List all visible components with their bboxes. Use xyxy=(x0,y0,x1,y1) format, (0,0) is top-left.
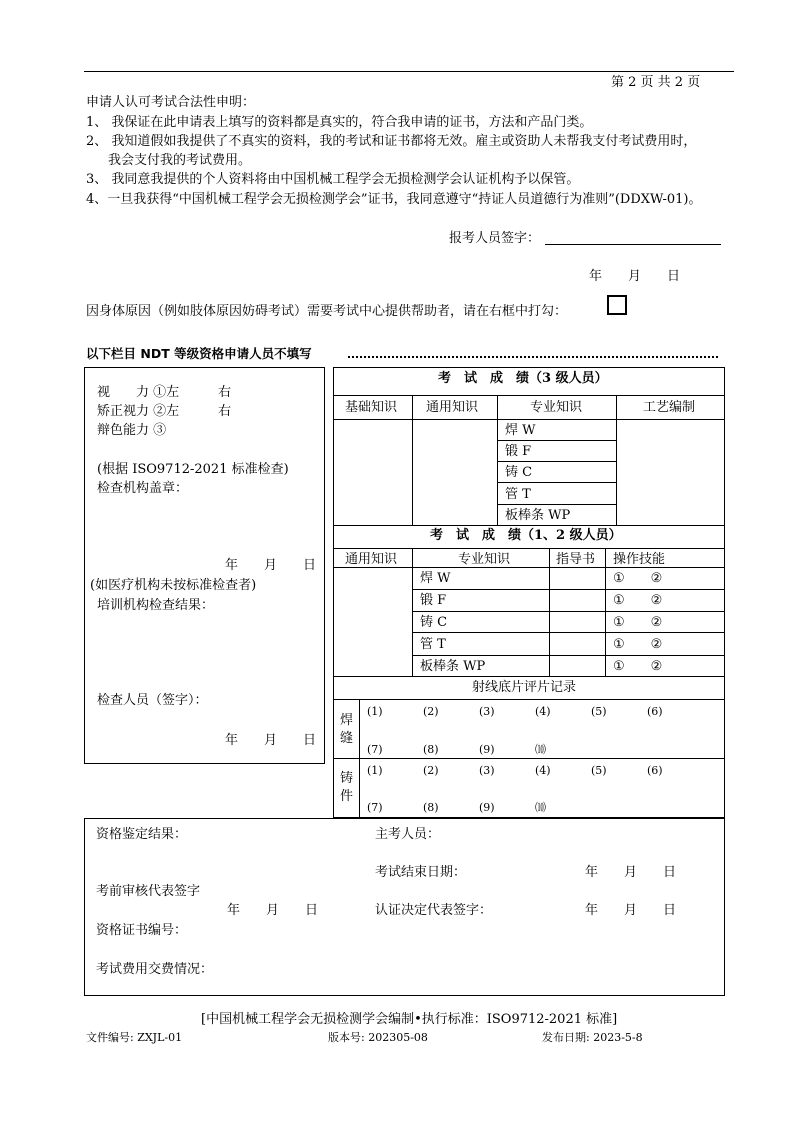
level12-spec-plate: 板棒条 WP xyxy=(420,659,486,674)
skill-options[interactable]: ① ② xyxy=(613,659,663,674)
weld-cell-7: (7) xyxy=(367,743,383,756)
inspector-date: 年 月 日 xyxy=(225,733,317,748)
level3-title: 考 试 成 绩（3 级人员） xyxy=(438,371,608,386)
level3-header-general: 通用知识 xyxy=(426,400,479,415)
weld-cell-3: (3) xyxy=(479,705,495,718)
assist-text: 因身体原因（例如肢体原因妨碍考试）需要考试中心提供帮助者，请在右框中打勾： xyxy=(86,304,568,319)
level3-header-basic: 基础知识 xyxy=(345,400,398,415)
declaration-item-1: 1、 我保证在此申请表上填写的资料都是真实的，符合我申请的证书，方法和产品门类。 xyxy=(86,115,593,130)
footer-org: [中国机械工程学会无损检测学会编制•执行标准：ISO9712-2021 标准] xyxy=(201,1012,618,1027)
cast-cell-10: ⑽ xyxy=(535,801,546,814)
section-title: 以下栏目 NDT 等级资格申请人员不填写 xyxy=(86,346,312,361)
weld-cell-10: ⑽ xyxy=(535,743,546,756)
footer-release-date: 发布日期: 2023-5-8 xyxy=(542,1031,643,1044)
weld-cell-9: (9) xyxy=(479,743,495,756)
review-date: 年 月 日 xyxy=(227,903,319,918)
weld-cell-1: (1) xyxy=(367,705,383,718)
standard-note: (根据 ISO9712-2021 标准检查) xyxy=(97,462,289,477)
film-review-title: 射线底片评片记录 xyxy=(472,680,577,695)
inspect-seal-label: 检查机构盖章： xyxy=(97,481,189,496)
cast-cell-1: (1) xyxy=(367,764,383,777)
cast-cell-3: (3) xyxy=(479,764,495,777)
weld-cell-8: (8) xyxy=(423,743,439,756)
medical-note: (如医疗机构未按标准检查者) xyxy=(90,578,257,593)
declaration-item-2: 2、 我知道假如我提供了不真实的资料，我的考试和证书都将无效。雇主或资助人未帮我支付考试费用时， xyxy=(86,134,697,149)
signature-label: 报考人员签字： xyxy=(449,231,541,246)
cast-cell-8: (8) xyxy=(423,801,439,814)
film-row-weld-label: 焊缝 xyxy=(340,713,354,746)
level12-title: 考 试 成 绩（1、2 级人员） xyxy=(430,528,622,543)
cast-cell-5: (5) xyxy=(591,764,607,777)
skill-options[interactable]: ① ② xyxy=(613,615,663,630)
cast-cell-9: (9) xyxy=(479,801,495,814)
declaration-item-4: 4、一旦我获得“中国机械工程学会无损检测学会”证书，我同意遵守“持证人员道德行为准则”(DDXW-01)。 xyxy=(86,192,702,207)
vision-row: 视 力 ①左 右 xyxy=(97,385,232,400)
decision-date: 年 月 日 xyxy=(585,903,677,918)
cert-number-label: 资格证书编号： xyxy=(96,923,188,938)
section-dotted-line xyxy=(348,356,718,358)
weld-cell-5: (5) xyxy=(591,705,607,718)
level12-header-specialty: 专业知识 xyxy=(458,552,511,567)
training-result-label: 培训机构检查结果： xyxy=(97,598,215,613)
level3-spec-forge: 锻 F xyxy=(505,444,532,459)
weld-cell-4: (4) xyxy=(535,705,551,718)
level12-header-general: 通用知识 xyxy=(345,552,398,567)
skill-options[interactable]: ① ② xyxy=(613,637,663,652)
level3-header-procedure: 工艺编制 xyxy=(643,400,696,415)
footer-file-no: 文件编号: ZXJL-01 xyxy=(86,1031,183,1044)
inspect-date: 年 月 日 xyxy=(225,558,317,573)
weld-cell-6: (6) xyxy=(647,705,663,718)
level12-spec-tube: 管 T xyxy=(420,637,446,652)
level12-spec-weld: 焊 W xyxy=(420,571,451,586)
review-rep-label: 考前审核代表签字 xyxy=(96,884,201,899)
level3-spec-tube: 管 T xyxy=(505,487,531,502)
declaration-item-3: 3、 我同意我提供的个人资料将由中国机械工程学会无损检测学会认证机构予以保管。 xyxy=(86,172,580,187)
declaration-title: 申请人认可考试合法性申明： xyxy=(86,95,256,110)
end-date-label: 考试结束日期： xyxy=(375,865,467,880)
page-number: 第 2 页 共 2 页 xyxy=(611,75,701,90)
level12-spec-cast: 铸 C xyxy=(420,615,448,630)
signature-date: 年 月 日 xyxy=(589,269,681,284)
end-date-value: 年 月 日 xyxy=(585,865,677,880)
examiner-label: 主考人员： xyxy=(375,827,441,842)
qualification-result-label: 资格鉴定结果： xyxy=(96,827,188,842)
cast-cell-6: (6) xyxy=(647,764,663,777)
level3-spec-plate: 板棒条 WP xyxy=(505,508,571,523)
declaration-item-2-cont: 我会支付我的考试费用。 xyxy=(108,153,252,168)
cast-cell-4: (4) xyxy=(535,764,551,777)
corrected-vision-row: 矫正视力 ②左 右 xyxy=(97,404,232,419)
level12-header-guide: 指导书 xyxy=(556,552,596,567)
fee-status-label: 考试费用交费情况： xyxy=(96,962,214,977)
cast-cell-2: (2) xyxy=(423,764,439,777)
assist-checkbox[interactable] xyxy=(607,295,627,315)
signature-line[interactable] xyxy=(545,244,721,245)
header-rule xyxy=(84,71,734,72)
level12-header-skill: 操作技能 xyxy=(613,552,666,567)
skill-options[interactable]: ① ② xyxy=(613,571,663,586)
skill-options[interactable]: ① ② xyxy=(613,593,663,608)
decision-rep-label: 认证决定代表签字： xyxy=(375,903,493,918)
level12-spec-forge: 锻 F xyxy=(420,593,447,608)
cast-cell-7: (7) xyxy=(367,801,383,814)
weld-cell-2: (2) xyxy=(423,705,439,718)
color-vision-row: 辩色能力 ③ xyxy=(97,423,167,438)
film-row-cast-label: 铸件 xyxy=(340,771,354,804)
inspector-sign-label: 检查人员（签字）： xyxy=(97,693,208,708)
level3-spec-weld: 焊 W xyxy=(505,423,536,438)
level3-header-specialty: 专业知识 xyxy=(530,400,583,415)
level3-spec-cast: 铸 C xyxy=(505,465,533,480)
footer-version: 版本号: 202305-08 xyxy=(328,1031,428,1044)
